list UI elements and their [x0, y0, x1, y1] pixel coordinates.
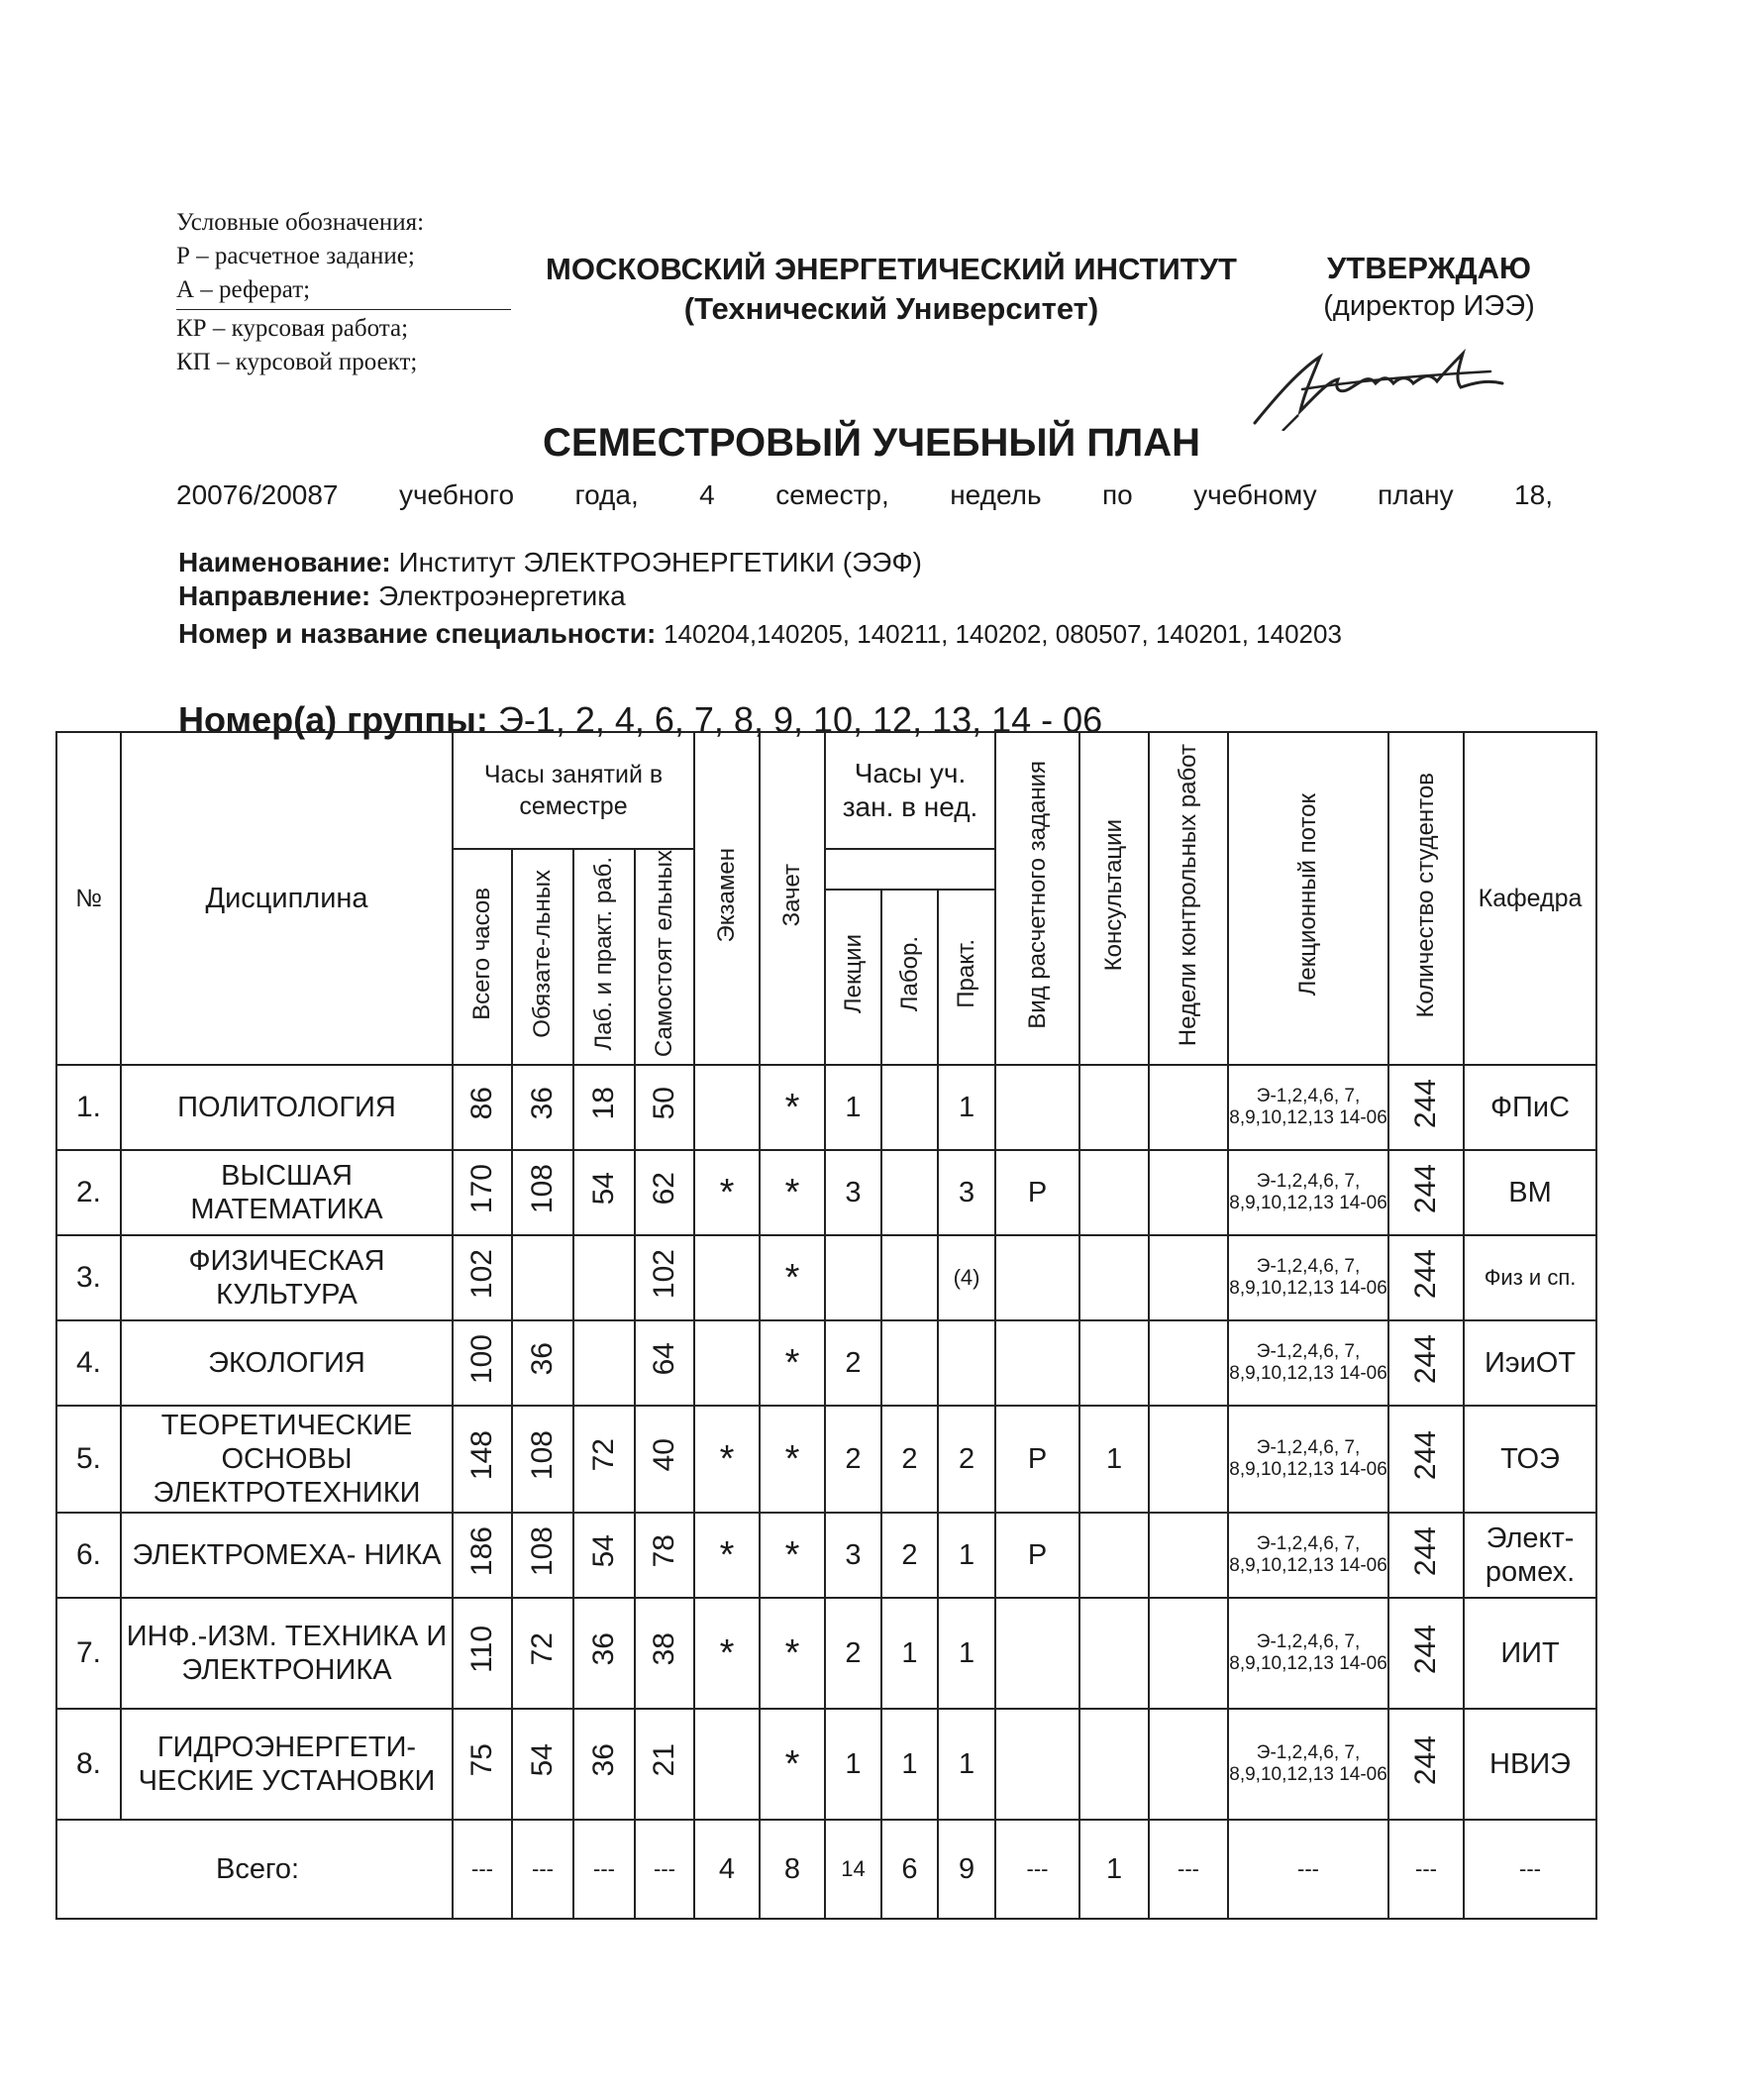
header-hours-group: Часы занятий в семестре: [453, 732, 694, 849]
row-lectures: 1: [825, 1065, 881, 1150]
row-control-weeks: [1149, 1235, 1228, 1320]
row-pract: 2: [938, 1406, 995, 1513]
row-consult: [1079, 1320, 1149, 1406]
row-discipline: ФИЗИЧЕСКАЯ КУЛЬТУРА: [121, 1235, 453, 1320]
header-self: Самостоят ельных: [635, 849, 694, 1065]
header-dept: Кафедра: [1464, 732, 1596, 1065]
row-mandatory: 54: [512, 1709, 573, 1820]
row-credit: *: [760, 1709, 825, 1820]
row-stream: Э-1,2,4,6, 7, 8,9,10,12,13 14-06: [1228, 1320, 1388, 1406]
academic-year-line: [176, 479, 1553, 511]
institute-header: [525, 250, 1258, 329]
row-dept: ФПиС: [1464, 1065, 1596, 1150]
row-students: 244: [1388, 1513, 1464, 1598]
row-dept: ИИТ: [1464, 1598, 1596, 1709]
row-credit: *: [760, 1065, 825, 1150]
total-students: ---: [1388, 1820, 1464, 1919]
row-discipline: ПОЛИТОЛОГИЯ: [121, 1065, 453, 1150]
row-credit: *: [760, 1598, 825, 1709]
year-word: учебному: [1193, 479, 1317, 510]
row-num: 8.: [56, 1709, 121, 1820]
row-lectures: [825, 1235, 881, 1320]
approval-title: УТВЕРЖДАЮ: [1326, 251, 1531, 285]
specialty-label: Номер и название специальности:: [178, 618, 657, 649]
row-lab: [573, 1320, 635, 1406]
total-labs: 6: [881, 1820, 938, 1919]
row-discipline: ВЫСШАЯ МАТЕМАТИКА: [121, 1150, 453, 1235]
year-word: 18,: [1514, 479, 1553, 510]
row-self: 40: [635, 1406, 694, 1513]
header-exam: Экзамен: [694, 732, 760, 1065]
row-self: 62: [635, 1150, 694, 1235]
row-mandatory: 36: [512, 1065, 573, 1150]
row-stream: Э-1,2,4,6, 7, 8,9,10,12,13 14-06: [1228, 1598, 1388, 1709]
row-lab: 36: [573, 1598, 635, 1709]
row-calc-type: [995, 1709, 1079, 1820]
legend: [176, 206, 511, 379]
row-consult: [1079, 1598, 1149, 1709]
header-weekly-spacer: [825, 849, 995, 890]
direction-line: [178, 580, 626, 612]
legend-divider: [176, 309, 511, 310]
legend-item: А – реферат;: [176, 276, 311, 303]
row-credit: *: [760, 1235, 825, 1320]
direction-value: Электроэнергетика: [378, 580, 626, 611]
row-discipline: ЭЛЕКТРОМЕХА- НИКА: [121, 1513, 453, 1598]
row-total-hours: 100: [453, 1320, 512, 1406]
year-word: недель: [950, 479, 1042, 510]
row-control-weeks: [1149, 1320, 1228, 1406]
row-consult: [1079, 1065, 1149, 1150]
year-word: 20076/20087: [176, 479, 339, 510]
year-word: учебного: [398, 479, 515, 510]
header-students: Количество студентов: [1388, 732, 1464, 1065]
row-exam: [694, 1235, 760, 1320]
row-num: 4.: [56, 1320, 121, 1406]
row-self: 64: [635, 1320, 694, 1406]
row-num: 6.: [56, 1513, 121, 1598]
row-lectures: 2: [825, 1406, 881, 1513]
legend-item: КР – курсовая работа;: [176, 315, 409, 342]
row-self: 50: [635, 1065, 694, 1150]
direction-label: Направление:: [178, 580, 371, 611]
row-credit: *: [760, 1320, 825, 1406]
row-lab: 18: [573, 1065, 635, 1150]
row-pract: 1: [938, 1709, 995, 1820]
header-total-hours: Всего часов: [453, 849, 512, 1065]
header-lectures: Лекции: [825, 890, 881, 1065]
row-consult: [1079, 1513, 1149, 1598]
total-pract: 9: [938, 1820, 995, 1919]
row-mandatory: 72: [512, 1598, 573, 1709]
header-labs: Лабор.: [881, 890, 938, 1065]
row-control-weeks: [1149, 1598, 1228, 1709]
total-exam: 4: [694, 1820, 760, 1919]
signature-icon: [1243, 332, 1550, 431]
row-self: 102: [635, 1235, 694, 1320]
groups-label: Номер(а) группы:: [178, 699, 488, 740]
row-labs: [881, 1150, 938, 1235]
row-stream: Э-1,2,4,6, 7, 8,9,10,12,13 14-06: [1228, 1709, 1388, 1820]
total-stream: ---: [1228, 1820, 1388, 1919]
row-mandatory: 36: [512, 1320, 573, 1406]
row-exam: *: [694, 1513, 760, 1598]
row-consult: [1079, 1235, 1149, 1320]
row-exam: *: [694, 1598, 760, 1709]
table-row: [56, 1513, 1596, 1598]
row-labs: [881, 1235, 938, 1320]
row-control-weeks: [1149, 1065, 1228, 1150]
row-discipline: ТЕОРЕТИЧЕСКИЕ ОСНОВЫ ЭЛЕКТРОТЕХНИКИ: [121, 1406, 453, 1513]
row-labs: 1: [881, 1709, 938, 1820]
row-discipline: ИНФ.-ИЗМ. ТЕХНИКА И ЭЛЕКТРОНИКА: [121, 1598, 453, 1709]
row-dept: Физ и сп.: [1464, 1235, 1596, 1320]
row-total-hours: 102: [453, 1235, 512, 1320]
row-total-hours: 75: [453, 1709, 512, 1820]
page-title: СЕМЕСТРОВЫЙ УЧЕБНЫЙ ПЛАН: [543, 421, 1200, 465]
total-self: ---: [635, 1820, 694, 1919]
table-row: [56, 1598, 1596, 1709]
row-pract: 3: [938, 1150, 995, 1235]
approval-who: (директор ИЭЭ): [1323, 290, 1535, 322]
year-word: 4: [699, 479, 715, 510]
row-control-weeks: [1149, 1150, 1228, 1235]
total-calc-type: ---: [995, 1820, 1079, 1919]
row-control-weeks: [1149, 1406, 1228, 1513]
row-total-hours: 86: [453, 1065, 512, 1150]
row-calc-type: Р: [995, 1406, 1079, 1513]
row-exam: [694, 1065, 760, 1150]
total-consult: 1: [1079, 1820, 1149, 1919]
row-consult: [1079, 1150, 1149, 1235]
row-dept: НВИЭ: [1464, 1709, 1596, 1820]
row-total-hours: 148: [453, 1406, 512, 1513]
row-labs: 2: [881, 1513, 938, 1598]
table-row: [56, 1235, 1596, 1320]
row-total-hours: 170: [453, 1150, 512, 1235]
table-row: [56, 1150, 1596, 1235]
row-pract: 1: [938, 1065, 995, 1150]
header-weekly-group: Часы уч. зан. в нед.: [825, 732, 995, 849]
row-pract: 1: [938, 1513, 995, 1598]
row-calc-type: [995, 1320, 1079, 1406]
table-row: [56, 1320, 1596, 1406]
approval-block: [1307, 250, 1551, 325]
row-pract: [938, 1320, 995, 1406]
name-label: Наименование:: [178, 547, 391, 578]
row-students: 244: [1388, 1709, 1464, 1820]
header-lab: Лаб. и практ. раб.: [573, 849, 635, 1065]
study-plan-table: [55, 731, 1597, 1920]
header-control-weeks: Недели контрольных работ: [1149, 732, 1228, 1065]
row-stream: Э-1,2,4,6, 7, 8,9,10,12,13 14-06: [1228, 1406, 1388, 1513]
row-num: 5.: [56, 1406, 121, 1513]
row-calc-type: [995, 1065, 1079, 1150]
institution-name-line: [178, 547, 922, 578]
legend-item: КП – курсовой проект;: [176, 349, 418, 375]
row-labs: 1: [881, 1598, 938, 1709]
row-lab: 54: [573, 1150, 635, 1235]
row-credit: *: [760, 1406, 825, 1513]
header-discipline: Дисциплина: [121, 732, 453, 1065]
row-self: 38: [635, 1598, 694, 1709]
row-dept: ТОЭ: [1464, 1406, 1596, 1513]
row-consult: 1: [1079, 1406, 1149, 1513]
total-control-weeks: ---: [1149, 1820, 1228, 1919]
row-lectures: 2: [825, 1598, 881, 1709]
row-stream: Э-1,2,4,6, 7, 8,9,10,12,13 14-06: [1228, 1513, 1388, 1598]
row-mandatory: [512, 1235, 573, 1320]
header-stream: Лекционный поток: [1228, 732, 1388, 1065]
total-lab: ---: [573, 1820, 635, 1919]
row-labs: [881, 1320, 938, 1406]
header-num: №: [56, 732, 121, 1065]
year-word: года,: [574, 479, 639, 510]
row-num: 7.: [56, 1598, 121, 1709]
row-mandatory: 108: [512, 1150, 573, 1235]
year-word: по: [1101, 479, 1133, 510]
row-labs: [881, 1065, 938, 1150]
row-labs: 2: [881, 1406, 938, 1513]
row-stream: Э-1,2,4,6, 7, 8,9,10,12,13 14-06: [1228, 1235, 1388, 1320]
row-discipline: ЭКОЛОГИЯ: [121, 1320, 453, 1406]
row-exam: [694, 1320, 760, 1406]
table-row: [56, 1709, 1596, 1820]
row-exam: [694, 1709, 760, 1820]
row-calc-type: Р: [995, 1150, 1079, 1235]
row-stream: Э-1,2,4,6, 7, 8,9,10,12,13 14-06: [1228, 1150, 1388, 1235]
legend-title: Условные обозначения:: [176, 209, 425, 236]
header-calc-type: Вид расчетного задания: [995, 732, 1079, 1065]
row-lectures: 1: [825, 1709, 881, 1820]
total-hours: ---: [453, 1820, 512, 1919]
row-exam: *: [694, 1150, 760, 1235]
row-calc-type: [995, 1235, 1079, 1320]
header-credit: Зачет: [760, 732, 825, 1065]
row-students: 244: [1388, 1150, 1464, 1235]
total-row: [56, 1820, 1596, 1919]
total-lectures: 14: [825, 1820, 881, 1919]
row-mandatory: 108: [512, 1513, 573, 1598]
row-self: 21: [635, 1709, 694, 1820]
header-pract: Практ.: [938, 890, 995, 1065]
row-credit: *: [760, 1513, 825, 1598]
total-label: Всего:: [56, 1820, 453, 1919]
row-lectures: 3: [825, 1513, 881, 1598]
specialty-value: 140204,140205, 140211, 140202, 080507, 140201, 140203: [664, 619, 1342, 649]
row-pract: 1: [938, 1598, 995, 1709]
legend-item: Р – расчетное задание;: [176, 243, 415, 269]
institute-name: МОСКОВСКИЙ ЭНЕРГЕТИЧЕСКИЙ ИНСТИТУТ: [546, 252, 1237, 286]
row-mandatory: 108: [512, 1406, 573, 1513]
row-self: 78: [635, 1513, 694, 1598]
row-lab: 36: [573, 1709, 635, 1820]
row-dept: ИэиОТ: [1464, 1320, 1596, 1406]
row-total-hours: 110: [453, 1598, 512, 1709]
header-consult: Консультации: [1079, 732, 1149, 1065]
row-control-weeks: [1149, 1709, 1228, 1820]
specialty-line: [178, 618, 1342, 650]
row-total-hours: 186: [453, 1513, 512, 1598]
row-discipline: ГИДРОЭНЕРГЕТИ- ЧЕСКИЕ УСТАНОВКИ: [121, 1709, 453, 1820]
row-num: 3.: [56, 1235, 121, 1320]
row-dept: ВМ: [1464, 1150, 1596, 1235]
row-calc-type: [995, 1598, 1079, 1709]
row-pract: (4): [938, 1235, 995, 1320]
row-lab: [573, 1235, 635, 1320]
row-students: 244: [1388, 1235, 1464, 1320]
row-control-weeks: [1149, 1513, 1228, 1598]
row-calc-type: Р: [995, 1513, 1079, 1598]
institute-subtitle: (Технический Университет): [683, 291, 1099, 326]
table-row: [56, 1406, 1596, 1513]
row-stream: Э-1,2,4,6, 7, 8,9,10,12,13 14-06: [1228, 1065, 1388, 1150]
row-students: 244: [1388, 1406, 1464, 1513]
row-dept: Элект- ромех.: [1464, 1513, 1596, 1598]
row-num: 2.: [56, 1150, 121, 1235]
row-lectures: 3: [825, 1150, 881, 1235]
row-exam: *: [694, 1406, 760, 1513]
header-mandatory: Обязате-льных: [512, 849, 573, 1065]
table-row: [56, 1065, 1596, 1150]
row-consult: [1079, 1709, 1149, 1820]
total-mandatory: ---: [512, 1820, 573, 1919]
name-value: Институт ЭЛЕКТРОЭНЕРГЕТИКИ (ЭЭФ): [398, 547, 922, 578]
total-credit: 8: [760, 1820, 825, 1919]
groups-value: Э-1, 2, 4, 6, 7, 8, 9, 10, 12, 13, 14 - 06: [497, 699, 1103, 740]
row-lab: 54: [573, 1513, 635, 1598]
row-credit: *: [760, 1150, 825, 1235]
row-lectures: 2: [825, 1320, 881, 1406]
year-word: семестр,: [775, 479, 889, 510]
total-dept: ---: [1464, 1820, 1596, 1919]
row-students: 244: [1388, 1320, 1464, 1406]
row-students: 244: [1388, 1065, 1464, 1150]
row-students: 244: [1388, 1598, 1464, 1709]
row-num: 1.: [56, 1065, 121, 1150]
year-word: плану: [1378, 479, 1454, 510]
row-lab: 72: [573, 1406, 635, 1513]
